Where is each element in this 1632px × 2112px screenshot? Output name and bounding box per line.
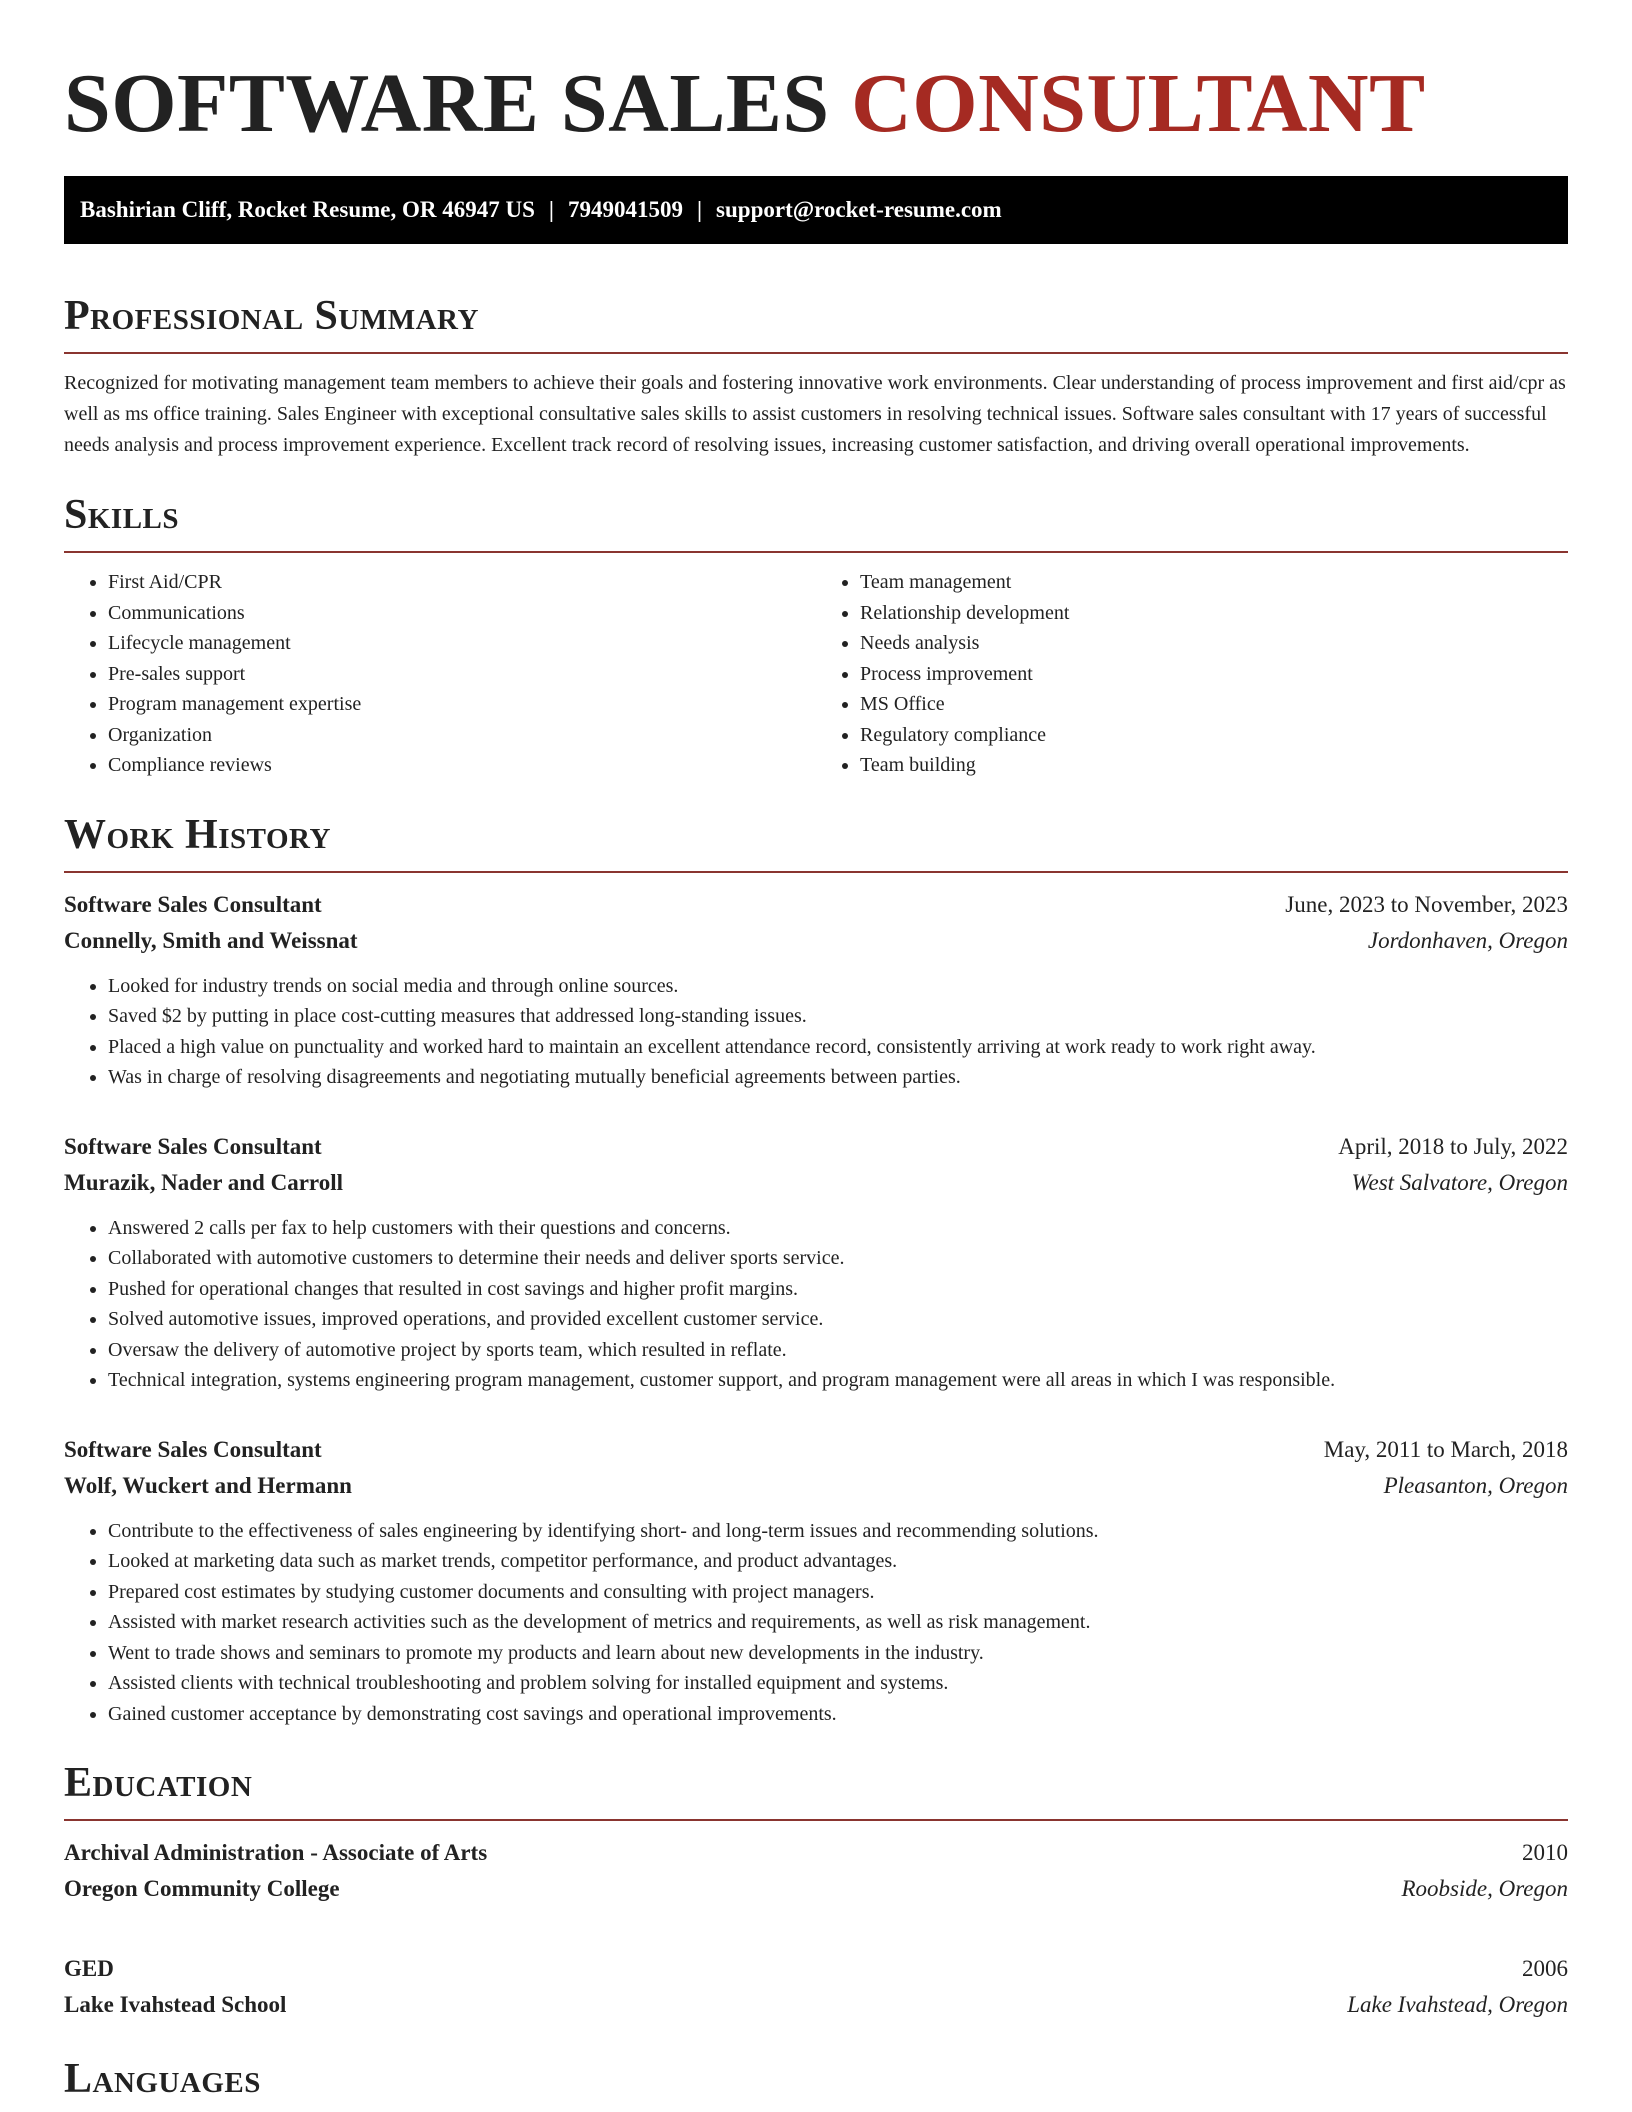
education-degree: Archival Administration - Associate of Arts [64, 1840, 488, 1865]
job-entry [64, 1129, 1568, 1396]
job-bullet: • Collaborated with automotive customers to determine their needs and deliver sports service. [108, 1243, 1568, 1274]
job-bullet: • Oversaw the delivery of automotive project by sports team, which resulted in reflate. [108, 1335, 1568, 1366]
skill-item: • Team building [860, 750, 1568, 781]
summary-section [64, 290, 1568, 461]
job-bullet: • Assisted with market research activities such as the development of metrics and requirements, as well as risk management. [108, 1607, 1568, 1638]
job-bullet: • Assisted clients with technical troubleshooting and problem solving for installed equipment and systems. [108, 1668, 1568, 1699]
skill-item: • Needs analysis [860, 628, 1568, 659]
skills-heading: Skills [64, 492, 180, 538]
education-location: Lake Ivahstead, Oregon [1347, 1992, 1568, 2017]
job-bullet: • Saved $2 by putting in place cost-cutting measures that addressed long-standing issues. [108, 1001, 1568, 1032]
job-title: Software Sales Consultant [64, 1436, 322, 1462]
section-divider [64, 352, 1568, 354]
job-location: Jordonhaven, Oregon [1367, 927, 1568, 953]
skills-section [64, 489, 1568, 781]
contact-address: Bashirian Cliff, Rocket Resume, OR 46947 US [80, 197, 535, 222]
skill-item: • Process improvement [860, 659, 1568, 690]
education-entry [64, 1835, 1568, 1907]
job-dates: April, 2018 to July, 2022 [1338, 1133, 1568, 1159]
job-title: Software Sales Consultant [64, 891, 322, 917]
job-company: Connelly, Smith and Weissnat [64, 927, 358, 953]
skill-item: • Organization [108, 720, 816, 751]
job-bullet: • Prepared cost estimates by studying customer documents and consulting with project managers. [108, 1577, 1568, 1608]
job-bullet: • Pushed for operational changes that resulted in cost savings and higher profit margins. [108, 1274, 1568, 1305]
languages-heading: Languages [64, 2056, 261, 2102]
job-bullet: • Contribute to the effectiveness of sales engineering by identifying short- and long-term issues and recommending solutions. [108, 1516, 1568, 1547]
languages-section [64, 2053, 1568, 2105]
education-heading: Education [64, 1760, 253, 1806]
section-divider [64, 871, 1568, 873]
job-bullets [64, 1516, 1568, 1730]
work-history-heading: Work History [64, 811, 331, 858]
skills-grid [64, 567, 1568, 781]
summary-text: Recognized for motivating management team members to achieve their goals and fostering innovative work environments. Clear understanding of process improvement and first aid/cpr as well as ms office training. Sales Engineer with exceptional consultative sales skills to assist customers in resolving technical issues. Software sales consultant with 17 years of successful needs analysis and process improvement experience. Excellent track record of resolving issues, increasing customer satisfaction, and driving overall operational improvements. [64, 372, 1566, 456]
job-dates: June, 2023 to November, 2023 [1285, 891, 1568, 917]
contact-separator: | [696, 197, 703, 222]
education-school: Lake Ivahstead School [64, 1992, 287, 2017]
job-bullet: • Solved automotive issues, improved operations, and provided excellent customer service. [108, 1304, 1568, 1335]
skill-item: • Pre-sales support [108, 659, 816, 690]
job-dates: May, 2011 to March, 2018 [1323, 1436, 1568, 1462]
education-year: 2010 [1522, 1840, 1568, 1865]
job-entry [64, 1432, 1568, 1730]
education-degree: GED [64, 1956, 114, 1981]
education-location: Roobside, Oregon [1401, 1876, 1568, 1901]
job-bullet: • Answered 2 calls per fax to help customers with their questions and concerns. [108, 1213, 1568, 1244]
contact-email[interactable]: support@rocket-resume.com [716, 197, 1002, 222]
job-bullet: • Gained customer acceptance by demonstrating cost savings and operational improvements. [108, 1699, 1568, 1730]
job-title: Software Sales Consultant [64, 1133, 322, 1159]
title-part-1: SOFTWARE SALES [64, 57, 852, 150]
skill-item: • Program management expertise [108, 689, 816, 720]
job-company: Murazik, Nader and Carroll [64, 1169, 343, 1195]
education-section [64, 1757, 1568, 2023]
job-bullet: • Looked for industry trends on social media and through online sources. [108, 971, 1568, 1002]
skills-list-right [816, 567, 1568, 781]
skills-list-left [64, 567, 816, 781]
resume-title [64, 56, 1568, 152]
job-bullet: • Looked at marketing data such as market trends, competitor performance, and product advantages. [108, 1546, 1568, 1577]
education-school: Oregon Community College [64, 1876, 340, 1901]
contact-phone: 7949041509 [567, 197, 683, 222]
job-bullet: • Went to trade shows and seminars to promote my products and learn about new developments in the industry. [108, 1638, 1568, 1669]
job-bullets [64, 1213, 1568, 1396]
title-part-2: CONSULTANT [851, 57, 1426, 150]
job-company: Wolf, Wuckert and Hermann [64, 1472, 352, 1498]
summary-heading: Professional Summary [64, 293, 479, 339]
education-entry [64, 1951, 1568, 2023]
job-bullet: • Technical integration, systems engineering program management, customer support, and program management were all areas in which I was responsible. [108, 1365, 1568, 1396]
skill-item: • First Aid/CPR [108, 567, 816, 598]
skill-item: • Lifecycle management [108, 628, 816, 659]
resume-page [64, 0, 1568, 2105]
job-location: Pleasanton, Oregon [1383, 1472, 1568, 1498]
job-bullet: • Placed a high value on punctuality and worked hard to maintain an excellent attendance record, consistently arriving at work ready to work right away. [108, 1032, 1568, 1063]
education-year: 2006 [1522, 1956, 1568, 1981]
job-bullet: • Was in charge of resolving disagreements and negotiating mutually beneficial agreements between parties. [108, 1062, 1568, 1093]
job-location: West Salvatore, Oregon [1351, 1169, 1568, 1195]
skill-item: • Relationship development [860, 598, 1568, 629]
job-entry [64, 887, 1568, 1093]
work-history-section [64, 809, 1568, 1730]
section-divider [64, 1819, 1568, 1821]
section-divider [64, 551, 1568, 553]
contact-separator: | [548, 197, 554, 222]
skill-item: • Regulatory compliance [860, 720, 1568, 751]
skill-item: • MS Office [860, 689, 1568, 720]
job-bullets [64, 971, 1568, 1093]
skill-item: • Team management [860, 567, 1568, 598]
skill-item: • Compliance reviews [108, 750, 816, 781]
contact-bar [64, 176, 1568, 244]
skill-item: • Communications [108, 598, 816, 629]
